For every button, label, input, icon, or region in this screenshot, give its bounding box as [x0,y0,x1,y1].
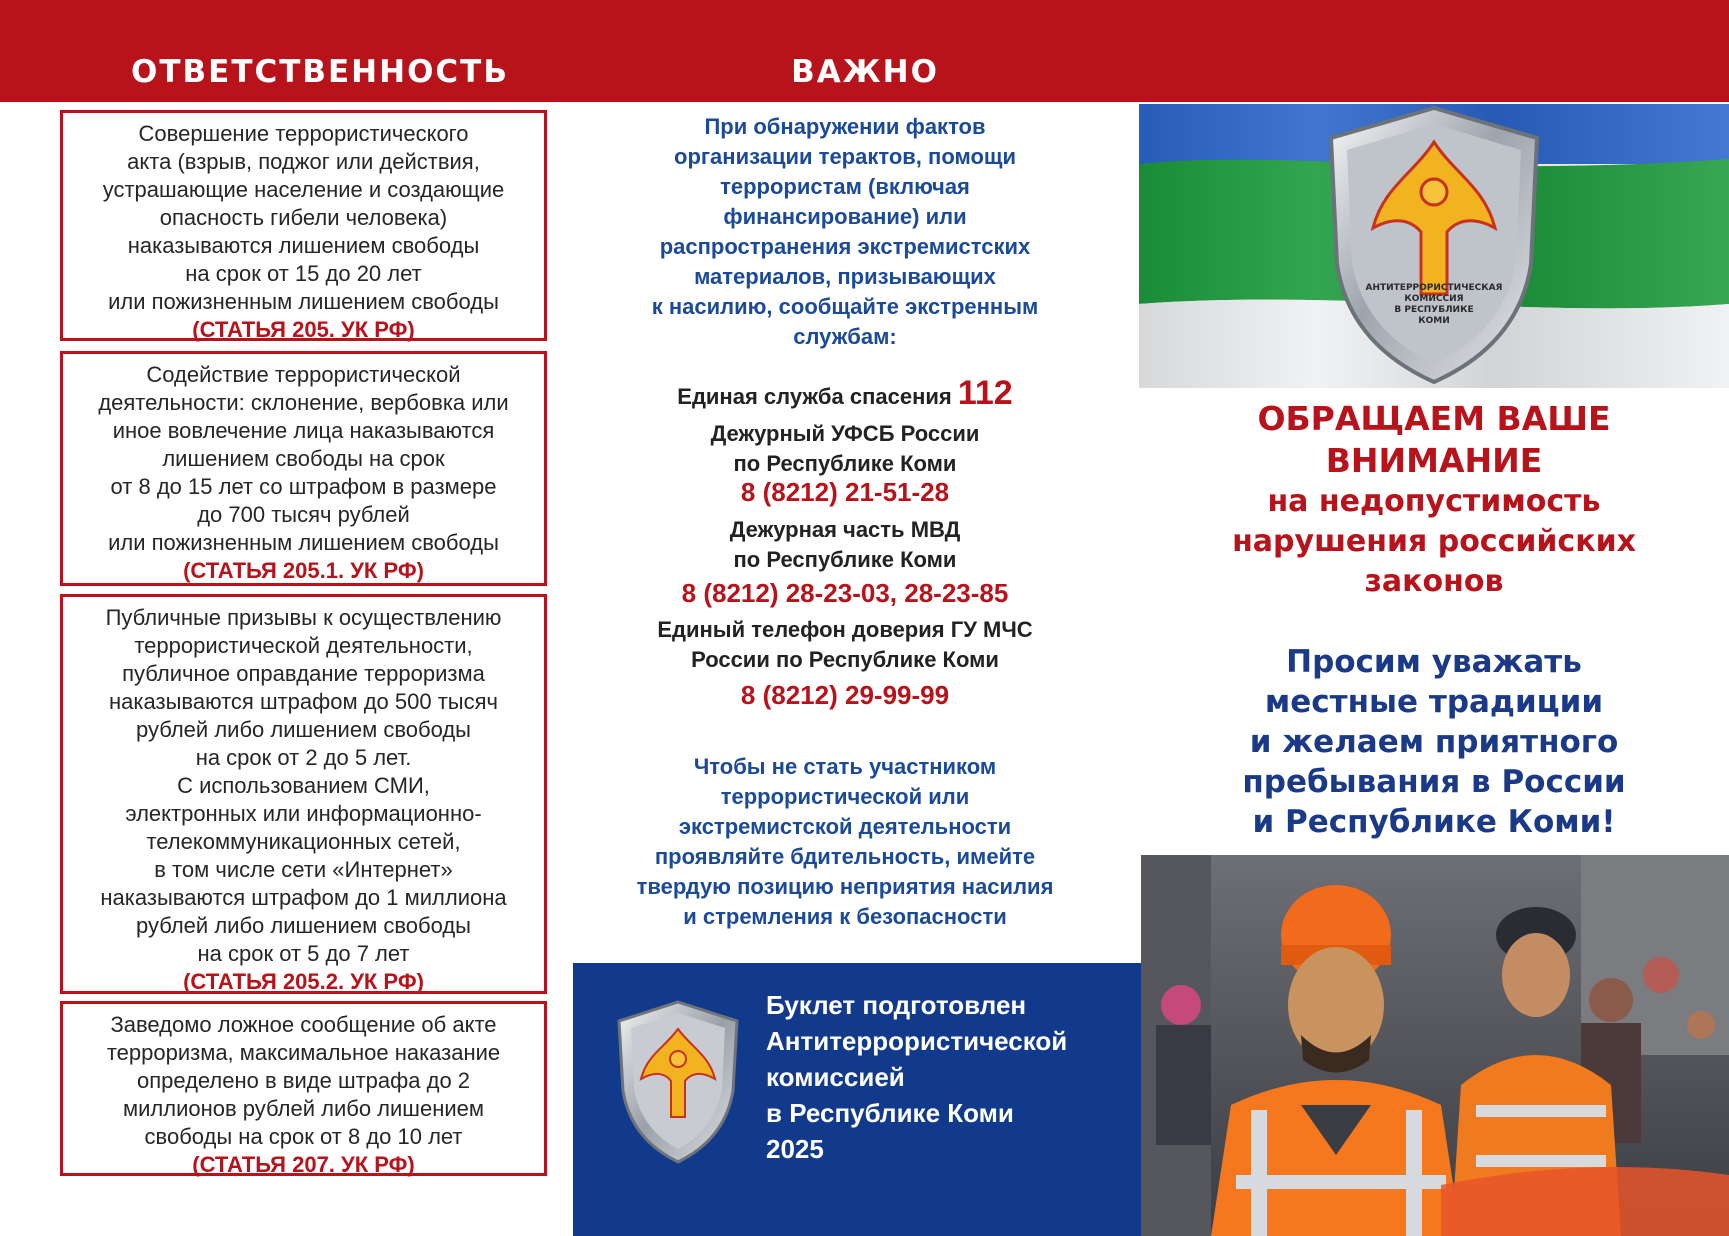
rescue-service-line [610,374,1080,413]
mchs-hotline-phone: 8 (8212) 29-99-99 [740,680,950,710]
emblem-line: АНТИТЕРРОРИСТИЧЕСКАЯ [1365,283,1503,293]
emblem-line: В РЕСПУБЛИКЕ [1394,305,1474,315]
important-heading: ВАЖНО [791,54,939,90]
article-label: (СТАТЬЯ 205.1. УК РФ) [183,558,424,583]
fsb-duty-label: Дежурный УФСБ России по Республике Коми [710,421,980,476]
responsibility-text: Заведомо ложное сообщение об акте терроризма, максимальное наказание определено в виде штрафа до 2 миллионов рублей либо лишением свободы на срок от 8 до 10 лет [106,1012,501,1149]
responsibility-text: Публичные призывы к осуществлению террористической деятельности, публичное оправдание терроризма наказываются штрафом до 500 тысяч рублей либо лишением свободы на срок от 2 до 5 лет. С использованием СМИ, электронных или информационно- телекоммуникационных сетей, в том числе сети «Интернет» наказываются штрафом до 1 миллиона рублей либо лишением свободы на срок от 5 до 7 лет [100,605,507,966]
emblem-line: КОМИ [1418,316,1450,326]
workers-illustration [1141,855,1729,1236]
responsibility-box-205 [60,110,547,341]
responsibility-text: Содействие террористической деятельности: склонение, вербовка или иное вовлечение лица наказываются лишением свободы на срок от 8 до 15 лет со штрафом в размере до 700 тысяч рублей или пожизненным лишением свободы [98,362,509,555]
responsibility-box-205-2 [60,594,547,994]
article-label: (СТАТЬЯ 207. УК РФ) [192,1152,415,1177]
fsb-duty-phone: 8 (8212) 21-51-28 [740,477,950,507]
credit-panel [573,963,1141,1236]
mvd-duty-label: Дежурная часть МВД по Республике Коми [729,517,961,572]
responsibility-text: Совершение террористического акта (взрыв, поджог или действия, устрашающие население и создающие опасность гибели человека) наказываются лишением свободы на срок от 15 до 20 лет или пожизненным лишением свободы [102,121,505,314]
responsibility-box-205-1 [60,351,547,586]
mchs-hotline-label: Единый телефон доверия ГУ МЧС России по Республике Коми [657,617,1033,672]
attention-title: ОБРАЩАЕМ ВАШЕ ВНИМАНИЕ [1257,399,1611,480]
booklet-credit: Буклет подготовлен Антитеррористической комиссией в Республике Коми 2025 [766,990,1068,1164]
rescue-service-label: Единая служба спасения [677,384,958,409]
responsibility-heading: ОТВЕТСТВЕННОСТЬ [131,54,509,90]
responsibility-box-207 [60,1001,547,1176]
welcome-wish: Просим уважать местные традиции и желаем приятного пребывания в России и Республике Коми! [1242,644,1626,840]
attention-subtitle: на недопустимость нарушения российских законов [1232,484,1636,599]
vigilance-text: Чтобы не стать участником террористической или экстремистской деятельности проявляйте бдительность, имейте твердую позицию неприятия насилия и стремления к безопасности [636,754,1054,929]
komi-flag-image [1139,104,1729,388]
mvd-duty-phone: 8 (8212) 28-23-03, 28-23-85 [681,578,1009,608]
commission-emblem-small [615,999,741,1165]
article-label: (СТАТЬЯ 205.2. УК РФ) [183,969,424,994]
emblem-line: КОМИССИЯ [1404,294,1464,304]
workers-photo [1141,855,1729,1236]
report-intro: При обнаружении фактов организации терактов, помощи террористам (включая финансирование) или распространения экстремистских материалов, призывающих к насилию, сообщайте экстренным службам: [651,114,1039,349]
flag-with-shield [1139,104,1729,388]
rescue-service-number: 112 [957,374,1013,412]
article-label: (СТАТЬЯ 205. УК РФ) [192,317,415,342]
